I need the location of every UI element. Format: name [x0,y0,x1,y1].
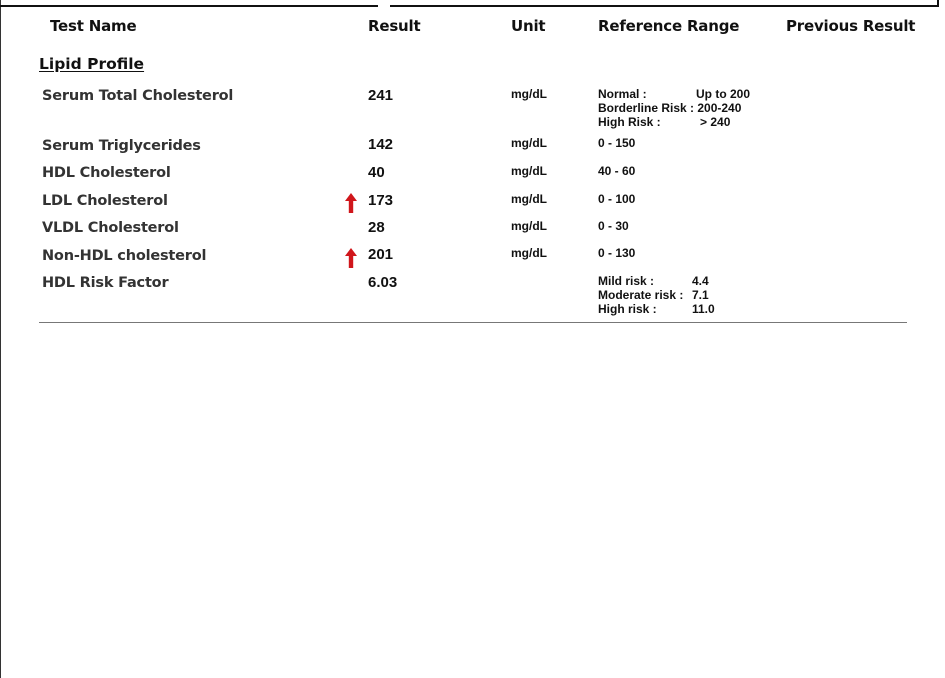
test-name: Non-HDL cholesterol [42,248,207,264]
header-previous-result: Previous Result [786,17,916,35]
result-value: 142 [368,136,394,153]
right-border-tick [937,0,939,7]
reference-range: 0 - 130 [598,246,636,260]
reference-range: 0 - 100 [598,192,636,206]
unit: mg/dL [511,219,547,233]
header-unit: Unit [511,17,546,35]
result-value: 201 [368,246,394,263]
result-value: 6.03 [368,274,398,291]
ref-moderate-label: Moderate risk : [598,288,684,302]
ref-normal-value: Up to 200 [696,87,751,101]
left-border [0,0,1,678]
header-result: Result [368,17,421,35]
ref-normal-label: Normal : [598,87,647,101]
reference-range: 40 - 60 [598,164,636,178]
test-name: HDL Risk Factor [42,275,169,291]
unit: mg/dL [511,164,547,178]
ref-borderline: Borderline Risk : 200-240 [598,101,742,115]
reference-range: 0 - 30 [598,219,629,233]
ref-high-label: High Risk : [598,115,661,129]
test-name: VLDL Cholesterol [42,220,179,236]
ref-high-value: 11.0 [692,302,715,316]
result-value: 28 [368,219,385,236]
reference-range: 0 - 150 [598,136,636,150]
header-test-name: Test Name [50,17,137,35]
result-value: 173 [368,192,394,209]
table-bottom-rule [39,322,907,323]
up-arrow-icon [345,193,357,213]
section-title: Lipid Profile [39,55,145,73]
arrow-shape [345,248,357,268]
unit: mg/dL [511,192,547,206]
unit: mg/dL [511,87,547,101]
ref-high-value: > 240 [700,115,731,129]
ref-mild-value: 4.4 [692,274,709,288]
test-name: Serum Triglycerides [42,138,201,154]
ref-moderate-value: 7.1 [692,288,709,302]
ref-mild-label: Mild risk : [598,274,655,288]
result-value: 40 [368,164,385,181]
unit: mg/dL [511,136,547,150]
up-arrow-icon [345,248,357,268]
test-name: HDL Cholesterol [42,165,171,181]
arrow-shape [345,193,357,213]
unit: mg/dL [511,246,547,260]
ref-high-label: High risk : [598,302,657,316]
test-name: Serum Total Cholesterol [42,88,234,104]
top-border-right [390,5,939,7]
result-value: 241 [368,87,394,104]
header-reference-range: Reference Range [598,17,740,35]
test-name: LDL Cholesterol [42,193,168,209]
top-border-left [0,5,378,7]
